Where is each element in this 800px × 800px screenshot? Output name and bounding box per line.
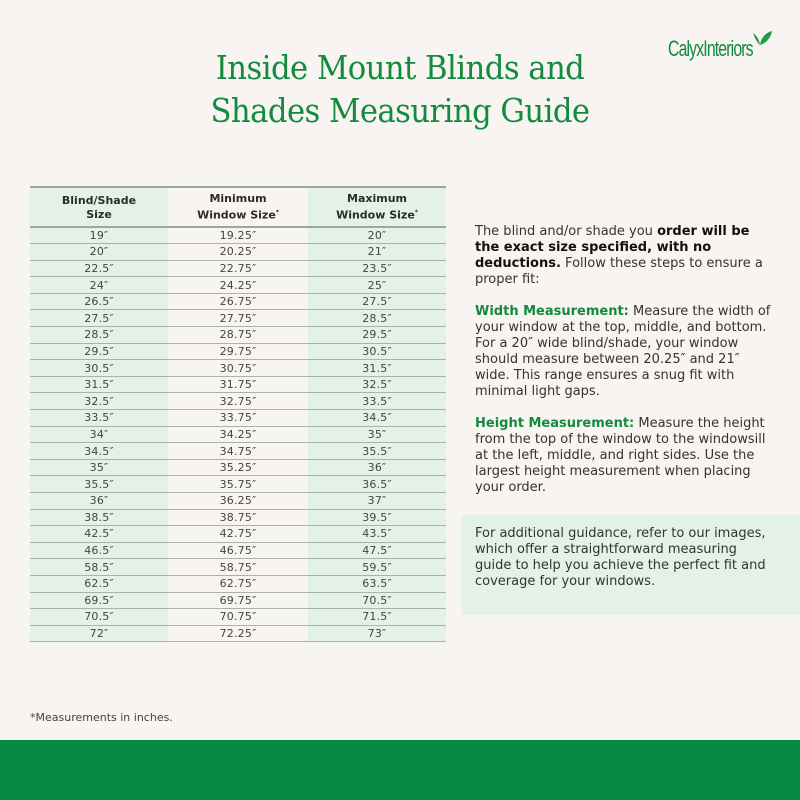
height-measurement-section: Height Measurement: Measure the height from the top of the window to the windowsill at the left, middle, and right sides. Use the largest height measurement when placing your order. <box>475 416 766 495</box>
table-row <box>30 293 446 310</box>
table-row <box>30 277 446 294</box>
table-row <box>30 459 446 476</box>
size-table <box>30 186 446 642</box>
title-line-1: Inside Mount Blinds and <box>215 48 585 87</box>
cell-max-window-size: 28.5″ <box>308 310 446 327</box>
cell-min-window-size: 46.75″ <box>168 542 308 559</box>
cell-min-window-size: 19.25″ <box>168 227 308 244</box>
cell-blind-size: 30.5″ <box>30 360 168 377</box>
cell-max-window-size: 20″ <box>308 227 446 244</box>
footnote: *Measurements in inches. <box>30 711 173 724</box>
cell-max-window-size: 33.5″ <box>308 393 446 410</box>
cell-max-window-size: 39.5″ <box>308 509 446 526</box>
cell-min-window-size: 42.75″ <box>168 526 308 543</box>
table-body <box>30 227 446 642</box>
cell-min-window-size: 26.75″ <box>168 293 308 310</box>
table-row <box>30 509 446 526</box>
table-row <box>30 327 446 344</box>
table-row <box>30 609 446 626</box>
cell-max-window-size: 36″ <box>308 459 446 476</box>
header-max-window-size: Maximum Window Size* <box>308 187 446 227</box>
cell-max-window-size: 35″ <box>308 426 446 443</box>
table-row <box>30 343 446 360</box>
cell-min-window-size: 36.25″ <box>168 493 308 510</box>
cell-min-window-size: 30.75″ <box>168 360 308 377</box>
table-row <box>30 260 446 277</box>
brand-name: CalyxInteriors <box>668 36 753 61</box>
width-measurement-label: Width Measurement: <box>475 304 629 319</box>
table-row <box>30 426 446 443</box>
cell-blind-size: 34.5″ <box>30 443 168 460</box>
cell-blind-size: 22.5″ <box>30 260 168 277</box>
cell-min-window-size: 31.75″ <box>168 376 308 393</box>
cell-min-window-size: 28.75″ <box>168 327 308 344</box>
cell-max-window-size: 70.5″ <box>308 592 446 609</box>
table-row <box>30 443 446 460</box>
table-row <box>30 493 446 510</box>
cell-max-window-size: 32.5″ <box>308 376 446 393</box>
cell-min-window-size: 32.75″ <box>168 393 308 410</box>
cell-max-window-size: 34.5″ <box>308 410 446 427</box>
table-row <box>30 393 446 410</box>
cell-blind-size: 70.5″ <box>30 609 168 626</box>
table-row <box>30 625 446 642</box>
width-measurement-section: Width Measurement: Measure the width of your window at the top, middle, and bottom. For a 20″ wide blind/shade, your window should measure between 20.25″ and 21″ wide. This range ensures a snug fit with minimal light gaps. <box>475 304 771 399</box>
table-row <box>30 559 446 576</box>
table-row <box>30 526 446 543</box>
cell-min-window-size: 62.75″ <box>168 575 308 592</box>
cell-blind-size: 31.5″ <box>30 376 168 393</box>
cell-min-window-size: 24.25″ <box>168 277 308 294</box>
cell-max-window-size: 29.5″ <box>308 327 446 344</box>
cell-blind-size: 28.5″ <box>30 327 168 344</box>
cell-min-window-size: 72.25″ <box>168 625 308 642</box>
cell-max-window-size: 71.5″ <box>308 609 446 626</box>
cell-blind-size: 35.5″ <box>30 476 168 493</box>
table-row <box>30 592 446 609</box>
cell-blind-size: 33.5″ <box>30 410 168 427</box>
page-title <box>28 46 772 132</box>
cell-max-window-size: 35.5″ <box>308 443 446 460</box>
cell-min-window-size: 34.25″ <box>168 426 308 443</box>
cell-max-window-size: 73″ <box>308 625 446 642</box>
cell-max-window-size: 31.5″ <box>308 360 446 377</box>
cell-min-window-size: 35.75″ <box>168 476 308 493</box>
additional-guidance-box <box>462 515 800 615</box>
table-row <box>30 542 446 559</box>
cell-min-window-size: 29.75″ <box>168 343 308 360</box>
cell-blind-size: 35″ <box>30 459 168 476</box>
cell-max-window-size: 36.5″ <box>308 476 446 493</box>
cell-max-window-size: 25″ <box>308 277 446 294</box>
height-measurement-label: Height Measurement: <box>475 416 635 431</box>
additional-guidance-text: For additional guidance, refer to our images, which offer a straightforward measuring guide to help you achieve the perfect fit and coverage for your windows. <box>475 526 766 589</box>
cell-min-window-size: 35.25″ <box>168 459 308 476</box>
leaf-icon <box>751 30 773 46</box>
cell-min-window-size: 34.75″ <box>168 443 308 460</box>
cell-min-window-size: 58.75″ <box>168 559 308 576</box>
cell-blind-size: 62.5″ <box>30 575 168 592</box>
cell-blind-size: 42.5″ <box>30 526 168 543</box>
cell-max-window-size: 63.5″ <box>308 575 446 592</box>
cell-max-window-size: 21″ <box>308 244 446 261</box>
cell-blind-size: 20″ <box>30 244 168 261</box>
cell-min-window-size: 70.75″ <box>168 609 308 626</box>
table-header-row <box>30 187 446 227</box>
cell-min-window-size: 69.75″ <box>168 592 308 609</box>
table-row <box>30 244 446 261</box>
table-row <box>30 376 446 393</box>
table-row <box>30 360 446 377</box>
cell-blind-size: 34″ <box>30 426 168 443</box>
cell-min-window-size: 27.75″ <box>168 310 308 327</box>
cell-max-window-size: 30.5″ <box>308 343 446 360</box>
table-row <box>30 575 446 592</box>
intro-paragraph: The blind and/or shade you order will be the exact size specified, with no deductions. Follow these steps to ensure a proper fit: <box>475 224 763 287</box>
table-row <box>30 227 446 244</box>
table-row <box>30 310 446 327</box>
intro-emphasis: order will be the exact size specified, with no deductions. <box>475 224 750 271</box>
header-blind-size: Blind/Shade Size <box>30 187 168 227</box>
footer-bar <box>0 740 800 800</box>
cell-blind-size: 46.5″ <box>30 542 168 559</box>
cell-blind-size: 27.5″ <box>30 310 168 327</box>
cell-blind-size: 38.5″ <box>30 509 168 526</box>
cell-min-window-size: 33.75″ <box>168 410 308 427</box>
cell-min-window-size: 22.75″ <box>168 260 308 277</box>
cell-max-window-size: 47.5″ <box>308 542 446 559</box>
cell-max-window-size: 37″ <box>308 493 446 510</box>
cell-blind-size: 72″ <box>30 625 168 642</box>
cell-min-window-size: 38.75″ <box>168 509 308 526</box>
cell-max-window-size: 23.5″ <box>308 260 446 277</box>
cell-max-window-size: 59.5″ <box>308 559 446 576</box>
cell-blind-size: 24″ <box>30 277 168 294</box>
table-row <box>30 410 446 427</box>
cell-blind-size: 36″ <box>30 493 168 510</box>
cell-min-window-size: 20.25″ <box>168 244 308 261</box>
cell-blind-size: 19″ <box>30 227 168 244</box>
header-min-window-size: Minimum Window Size* <box>168 187 308 227</box>
cell-blind-size: 69.5″ <box>30 592 168 609</box>
cell-blind-size: 29.5″ <box>30 343 168 360</box>
title-line-2: Shades Measuring Guide <box>210 91 590 130</box>
cell-max-window-size: 43.5″ <box>308 526 446 543</box>
table-row <box>30 476 446 493</box>
cell-blind-size: 32.5″ <box>30 393 168 410</box>
cell-max-window-size: 27.5″ <box>308 293 446 310</box>
cell-blind-size: 58.5″ <box>30 559 168 576</box>
cell-blind-size: 26.5″ <box>30 293 168 310</box>
